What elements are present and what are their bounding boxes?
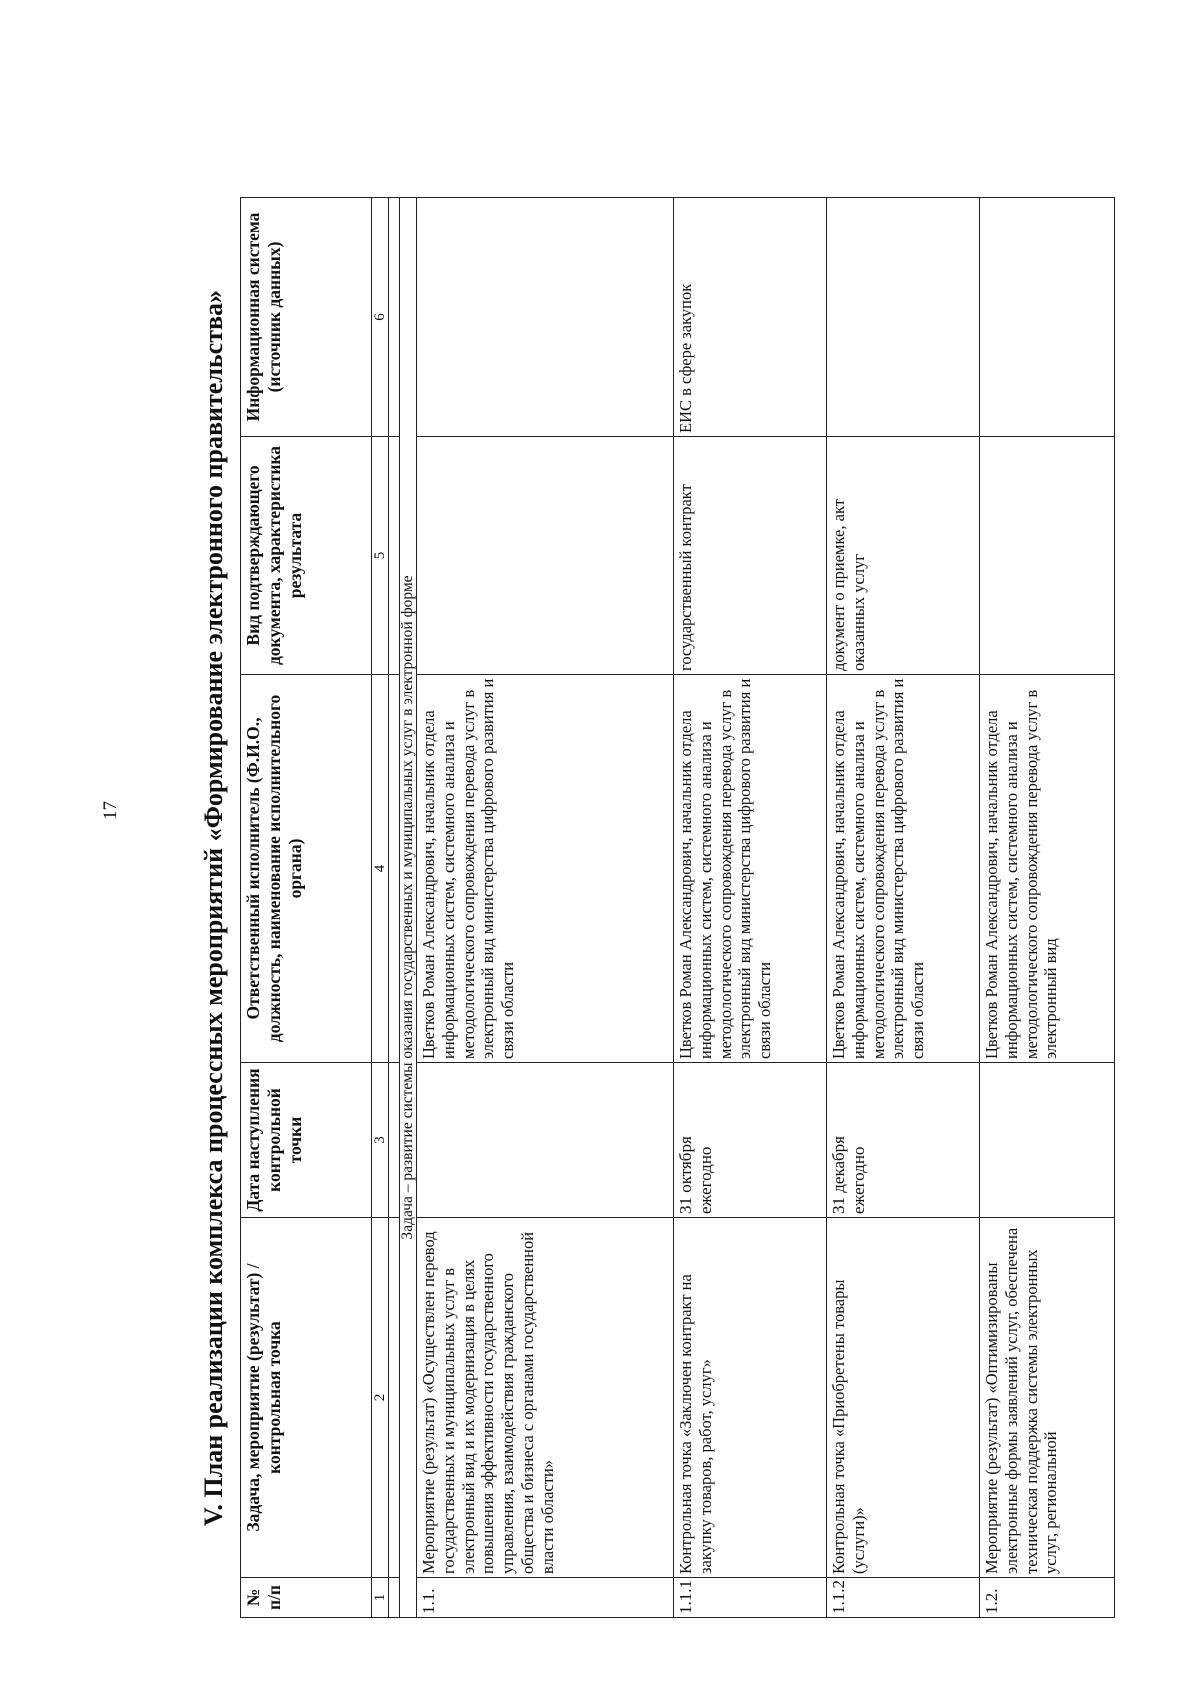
row-document: документ о приемке, акт оказанных услуг — [827, 437, 980, 675]
column-number: 4 — [372, 675, 389, 1063]
row-number: 1.1.1 — [674, 1578, 827, 1618]
header-row — [241, 198, 372, 1618]
row-document: государственный контракт — [674, 437, 827, 675]
row-system: ЕИС в сфере закупок — [674, 198, 827, 437]
column-number: 1 — [372, 1578, 389, 1618]
row-name: Контрольная точка «Заключен контракт на закупку товаров, работ, услуг» — [674, 1218, 827, 1578]
row-system — [980, 198, 1115, 437]
row-date — [980, 1063, 1115, 1218]
rotated-content — [192, 198, 1115, 1618]
header-cell: № п/п — [241, 1578, 372, 1618]
header-cell: Задача, мероприятие (результат) / контрольная точка — [241, 1218, 372, 1578]
spacer-row — [389, 198, 400, 1618]
row-executor: Цветков Роман Александрович, начальник отдела информационных систем, системного анализа и методологического сопровождения перевода услуг в электронный вид министерства цифрового развития и связи области — [674, 675, 827, 1063]
row-system — [417, 198, 674, 437]
row-document — [980, 437, 1115, 675]
row-name: Мероприятие (результат) «Осуществлен перевод государственных и муниципальных услуг в электронный вид и их модернизация в целях повышения эффективности государственного управления, взаимодействия гражданского общества и бизнеса с органами государственной власти области» — [417, 1218, 674, 1578]
document-title: V. План реализации комплекса процессных мероприятий «Формирование электронного правительства» — [199, 289, 228, 1527]
row-document — [417, 437, 674, 675]
plan-table — [240, 197, 1115, 1618]
row-number: 1.1.2 — [827, 1578, 980, 1618]
column-number: 6 — [372, 198, 389, 437]
row-executor: Цветков Роман Александрович, начальник отдела информационных систем, системного анализа и методологического сопровождения перевода услуг в электронный вид — [980, 675, 1115, 1063]
header-cell: Информационная система (источник данных) — [241, 198, 372, 437]
column-number-row — [372, 198, 389, 1618]
row-date — [417, 1063, 674, 1218]
table-row — [674, 198, 827, 1618]
header-cell: Вид подтверждающего документа, характеристика результата — [241, 437, 372, 675]
page-number: 17 — [100, 801, 121, 820]
row-date: 31 декабря ежегодно — [827, 1063, 980, 1218]
task-row — [400, 198, 417, 1618]
task-cell: Задача – развитие системы оказания государственных и муниципальных услуг в электронной форме — [400, 198, 417, 1618]
table-row — [417, 198, 674, 1618]
header-cell: Дата наступления контрольной точки — [241, 1063, 372, 1218]
row-date: 31 октября ежегодно — [674, 1063, 827, 1218]
table-row — [827, 198, 980, 1618]
table-row — [980, 198, 1115, 1618]
row-number: 1.2. — [980, 1578, 1115, 1618]
row-executor: Цветков Роман Александрович, начальник отдела информационных систем, системного анализа и методологического сопровождения перевода услуг в электронный вид министерства цифрового развития и связи области — [417, 675, 674, 1063]
row-system — [827, 198, 980, 437]
column-number: 3 — [372, 1063, 389, 1218]
row-number: 1.1. — [417, 1578, 674, 1618]
row-executor: Цветков Роман Александрович, начальник отдела информационных систем, системного анализа и методологического сопровождения перевода услуг в электронный вид министерства цифрового развития и связи области — [827, 675, 980, 1063]
column-number: 2 — [372, 1218, 389, 1578]
row-name: Контрольная точка «Приобретены товары (услуги)» — [827, 1218, 980, 1578]
column-number: 5 — [372, 437, 389, 675]
header-cell: Ответственный исполнитель (Ф.И.О., должность, наименование исполнительного органа) — [241, 675, 372, 1063]
row-name: Мероприятие (результат) «Оптимизированы электронные формы заявлений услуг, обеспечена техническая поддержка системы электронных услуг, региональной — [980, 1218, 1115, 1578]
